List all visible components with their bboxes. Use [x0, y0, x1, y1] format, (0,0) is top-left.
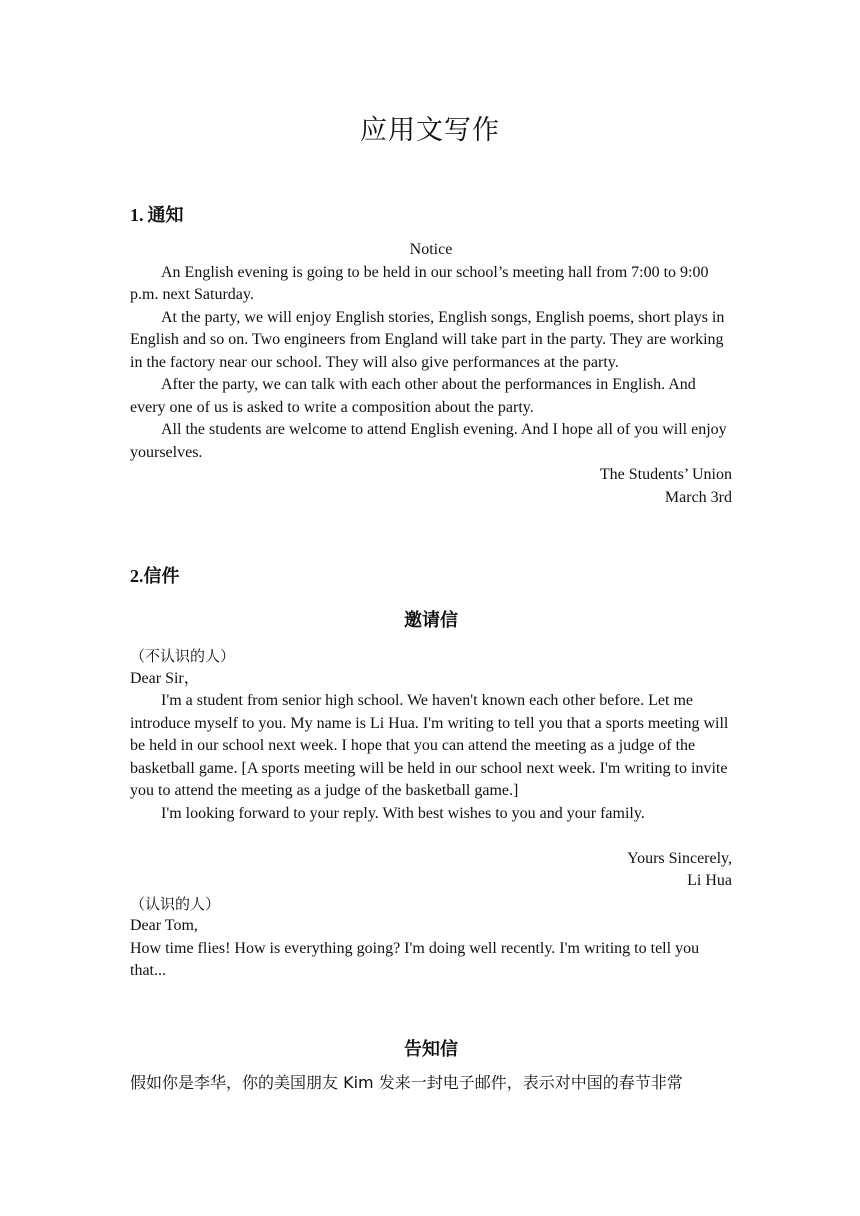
- letter-sign-off: Yours Sincerely,: [627, 849, 732, 867]
- notice-paragraph: At the party, we will enjoy English stories, English songs, English poems, short plays in English and so on. Two engineers from England will take part in the party. They are working in the factory near our school. They will also give performances at the party.: [130, 308, 725, 371]
- section-2-heading: 2.信件: [130, 566, 180, 586]
- letter-name: Li Hua: [687, 872, 732, 889]
- notice-body: [130, 239, 732, 509]
- stranger-note: （不认识的人）: [130, 647, 236, 665]
- notification-intro-text: 假如你是李华，你的美国朋友 Kim 发来一封电子邮件，表示对中国的春节非常: [130, 1073, 683, 1092]
- notice-title: Notice: [409, 241, 453, 258]
- letter-greeting: Dear Sir，: [130, 669, 200, 687]
- letter-body: I'm a student from senior high school. We haven't known each other before. Let me introduce myself to you. My name is Li Hua. I'm writing to tell you that a sports meeting will be held in our school next week. I hope that you can attend the meeting as a judge of the basketball game. [A sports meeting will be held in our school next week. I'm writing to invite you to attend the meeting as a judge of the basketball game.]: [130, 692, 729, 799]
- section-1-heading: [130, 204, 732, 229]
- notice-signature: The Students’ Union: [599, 466, 732, 483]
- notice-paragraph: An English evening is going to be held in our school’s meeting hall from 7:00 to 9:00 p.m. next Saturday.: [130, 263, 709, 303]
- section-title: 通知: [147, 205, 184, 225]
- notice-paragraph: After the party, we can talk with each other about the performances in English. And every one of us is asked to write a composition about the party.: [130, 376, 696, 416]
- section-number: 1.: [130, 205, 144, 225]
- acquaintance-note: （认识的人）: [130, 894, 221, 913]
- notification-letter-intro: [130, 1072, 732, 1095]
- invitation-letter: [130, 645, 732, 983]
- notification-letter-title: 告知信: [404, 1039, 458, 1060]
- notice-date: March 3rd: [664, 488, 732, 506]
- page-title: 应用文写作: [360, 115, 500, 146]
- letter-greeting-2: Dear Tom,: [130, 917, 198, 934]
- notice-paragraph: All the students are welcome to attend English evening. And I hope all of you will enjoy yourselves.: [130, 421, 727, 461]
- letter-body-2: How time flies! How is everything going? I'm doing well recently. I'm writing to tell you that...: [130, 939, 700, 979]
- invitation-title: 邀请信: [404, 610, 458, 631]
- letter-closing: I'm looking forward to your reply. With best wishes to you and your family.: [161, 804, 645, 822]
